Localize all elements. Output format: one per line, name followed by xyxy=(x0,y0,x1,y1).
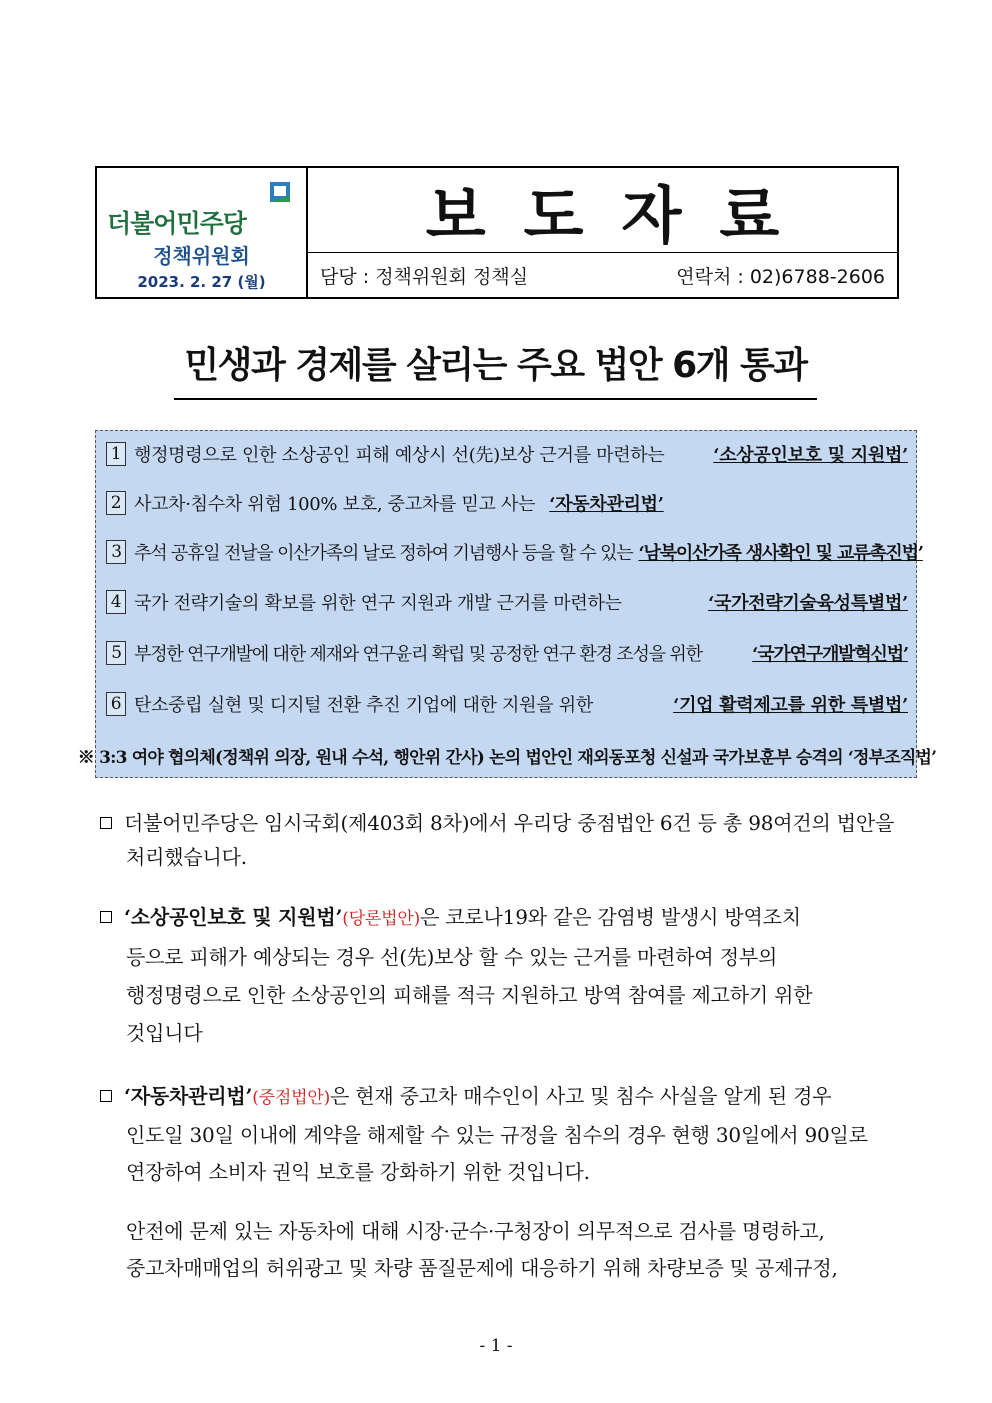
committee-name: 정책위원회 xyxy=(153,244,250,268)
paragraph-line: 은 코로나19와 같은 감염병 발생시 방역조치 xyxy=(420,905,801,929)
paragraph-line: 연장하여 소비자 권익 보호를 강화하기 위한 것입니다. xyxy=(126,1160,590,1184)
summary-note: ※ 3:3 여야 협의체(정책위 의장, 원내 수석, 행안위 간사) 논의 법안인 재외동포청 신설과 국가보훈부 승격의 ‘정부조직법’ xyxy=(77,747,937,768)
paragraph-line: 인도일 30일 이내에 계약을 해제할 수 있는 규정을 침수의 경우 현행 30일에서 90일로 xyxy=(126,1123,868,1147)
paragraph-line: 중고차매매업의 허위광고 및 차량 품질문제에 대응하기 위해 차량보증 및 공제규정, xyxy=(126,1256,838,1280)
item-number: 4 xyxy=(106,590,126,614)
law-name: ‘소상공인보호 및 지원법’ xyxy=(124,905,343,929)
paragraph-small-business-law xyxy=(100,898,900,1052)
summary-box xyxy=(77,430,937,778)
summary-item xyxy=(106,689,908,719)
document-type-title: 보도자료 xyxy=(308,168,897,253)
law-name: ‘자동차관리법’ xyxy=(124,1084,253,1108)
item-number: 3 xyxy=(106,540,126,564)
checkbox-bullet-icon xyxy=(100,1090,112,1102)
summary-item xyxy=(106,638,908,668)
item-number: 6 xyxy=(106,692,126,716)
item-text: 탄소중립 실현 및 디지털 전환 추진 기업에 대한 지원을 위한 xyxy=(134,695,593,716)
party-name: 더불어민주당 xyxy=(107,209,246,238)
paragraph-line: 더불어민주당은 임시국회(제403회 8차)에서 우리당 중점법안 6건 등 총 98여건의 법안을 xyxy=(124,811,895,835)
contact-row xyxy=(308,253,897,297)
item-law-name: ‘남북이산가족 생사확인 및 교류촉진법’ xyxy=(638,543,923,564)
press-release-header xyxy=(95,166,899,299)
key-bill-tag: (중점법안) xyxy=(252,1088,331,1108)
paragraph-line: 행정명령으로 인한 소상공인의 피해를 적극 지원하고 방역 참여를 제고하기 위한 xyxy=(126,983,813,1007)
party-flag-icon xyxy=(267,180,293,206)
paragraph-line: 은 현재 중고차 매수인이 사고 및 침수 사실을 알게 된 경우 xyxy=(330,1084,832,1108)
item-text: 부정한 연구개발에 대한 제재와 연구윤리 확립 및 공정한 연구 환경 조성을 위한 xyxy=(134,644,702,665)
item-number: 1 xyxy=(106,442,126,466)
paragraph-line: 등으로 피해가 예상되는 경우 선(先)보상 할 수 있는 근거를 마련하여 정부의 xyxy=(126,945,778,969)
paragraph-overview xyxy=(100,806,900,874)
item-number: 2 xyxy=(106,491,126,515)
paragraph-line: 것입니다 xyxy=(126,1021,203,1045)
paragraph-line: 안전에 문제 있는 자동차에 대해 시장·군수·구청장이 의무적으로 검사를 명령하고, xyxy=(126,1219,825,1243)
item-law-name: ‘국가연구개발혁신법’ xyxy=(752,644,908,665)
contact-phone: 연락처 : 02)6788-2606 xyxy=(676,265,885,288)
item-text: 사고차·침수차 위험 100% 보호, 중고차를 믿고 사는 xyxy=(134,494,536,515)
paragraph-vehicle-inspection xyxy=(100,1213,900,1287)
item-text: 국가 전략기술의 확보를 위한 연구 지원과 개발 근거를 마련하는 xyxy=(134,593,622,614)
contact-department: 담당 : 정책위원회 정책실 xyxy=(320,265,529,288)
item-text: 추석 공휴일 전날을 이산가족의 날로 정하여 기념행사 등을 할 수 있는 xyxy=(134,543,633,564)
page-number: - 1 - xyxy=(479,1336,513,1356)
summary-item xyxy=(106,587,908,617)
title-cell xyxy=(308,168,897,297)
item-law-name: ‘자동차관리법’ xyxy=(549,494,664,515)
summary-item xyxy=(106,537,923,567)
main-headline: 민생과 경제를 살리는 주요 법안 6개 통과 xyxy=(174,338,817,400)
item-law-name: ‘기업 활력제고를 위한 특별법’ xyxy=(673,695,908,716)
summary-item xyxy=(106,439,908,469)
paragraph-vehicle-law xyxy=(100,1078,900,1191)
item-text: 행정명령으로 인한 소상공인 피해 예상시 선(先)보상 근거를 마련하는 xyxy=(134,445,665,466)
summary-item xyxy=(106,488,908,518)
item-law-name: ‘국가전략기술육성특별법’ xyxy=(708,593,908,614)
item-number: 5 xyxy=(106,641,126,665)
party-bill-tag: (당론법안) xyxy=(342,909,421,929)
paragraph-line: 처리했습니다. xyxy=(126,845,247,869)
item-law-name: ‘소상공인보호 및 지원법’ xyxy=(713,445,908,466)
checkbox-bullet-icon xyxy=(100,817,112,829)
release-date: 2023. 2. 27 (월) xyxy=(137,273,266,291)
checkbox-bullet-icon xyxy=(100,911,112,923)
party-logo-cell xyxy=(97,168,308,297)
